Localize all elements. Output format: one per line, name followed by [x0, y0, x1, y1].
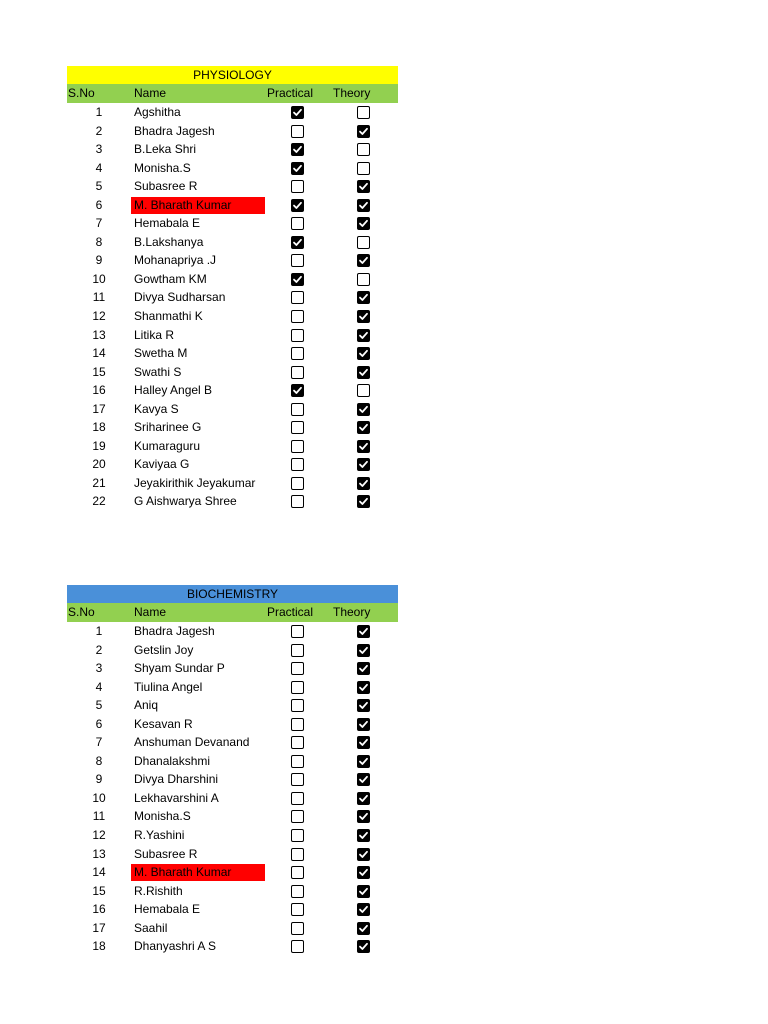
row-name: Monisha.S: [134, 160, 191, 175]
practical-checkbox[interactable]: [291, 347, 304, 360]
practical-checkbox[interactable]: [291, 477, 304, 490]
row-sno: 17: [92, 920, 106, 935]
row-name: Dhanalakshmi: [134, 753, 211, 768]
practical-checkbox[interactable]: [291, 162, 304, 175]
row-sno: 20: [92, 457, 106, 472]
physiology-header-row: [67, 84, 398, 103]
row-name: R.Yashini: [134, 828, 185, 843]
row-name: Getslin Joy: [134, 642, 194, 657]
row-name: Anshuman Devanand: [134, 735, 250, 750]
practical-checkbox[interactable]: [291, 829, 304, 842]
biochemistry-title: BIOCHEMISTRY: [67, 585, 398, 603]
table-row: [67, 455, 398, 474]
table-row: [67, 789, 398, 808]
table-row: [67, 678, 398, 697]
theory-checkbox[interactable]: [357, 199, 370, 212]
row-sno: 5: [95, 179, 103, 194]
row-sno: 6: [95, 716, 103, 731]
row-sno: 18: [92, 420, 106, 435]
table-row: [67, 214, 398, 233]
table-row: [67, 863, 398, 882]
row-name: Mohanapriya .J: [134, 253, 217, 268]
practical-checkbox[interactable]: [291, 106, 304, 119]
table-row: [67, 251, 398, 270]
table-row: [67, 492, 398, 511]
header-name: Name: [134, 605, 167, 619]
theory-checkbox[interactable]: [357, 106, 370, 119]
theory-checkbox[interactable]: [357, 384, 370, 397]
row-sno: 5: [95, 698, 103, 713]
table-row: [67, 900, 398, 919]
theory-checkbox[interactable]: [357, 143, 370, 156]
row-sno: 12: [92, 828, 106, 843]
row-name: Swathi S: [134, 364, 182, 379]
row-sno: 16: [92, 383, 106, 398]
theory-checkbox[interactable]: [357, 885, 370, 898]
practical-checkbox[interactable]: [291, 143, 304, 156]
theory-checkbox[interactable]: [357, 403, 370, 416]
theory-checkbox[interactable]: [357, 366, 370, 379]
physiology-rows: [67, 103, 398, 511]
theory-checkbox[interactable]: [357, 440, 370, 453]
practical-checkbox[interactable]: [291, 736, 304, 749]
table-row: [67, 270, 398, 289]
practical-checkbox[interactable]: [291, 440, 304, 453]
table-row: [67, 770, 398, 789]
practical-checkbox[interactable]: [291, 625, 304, 638]
theory-checkbox[interactable]: [357, 236, 370, 249]
table-row: [67, 937, 398, 956]
theory-checkbox[interactable]: [357, 699, 370, 712]
row-sno: 13: [92, 846, 106, 861]
header-theory: Theory: [333, 605, 371, 619]
table-row: [67, 919, 398, 938]
biochemistry-rows: [67, 622, 398, 956]
row-sno: 1: [95, 624, 103, 638]
row-name: Shyam Sundar P: [134, 661, 225, 676]
practical-checkbox[interactable]: [291, 384, 304, 397]
row-name: Subasree R: [134, 846, 198, 861]
row-sno: 14: [92, 346, 106, 361]
header-practical: Practical: [267, 86, 314, 100]
row-name: B.Leka Shri: [134, 142, 197, 157]
row-name: G Aishwarya Shree: [134, 494, 237, 509]
theory-checkbox[interactable]: [357, 625, 370, 638]
header-sno: S.No: [68, 605, 95, 619]
theory-checkbox[interactable]: [357, 291, 370, 304]
table-row: [67, 696, 398, 715]
row-sno: 19: [92, 438, 106, 453]
practical-checkbox[interactable]: [291, 885, 304, 898]
physiology-title: PHYSIOLOGY: [67, 66, 398, 84]
table-row: [67, 363, 398, 382]
row-sno: 18: [92, 939, 106, 954]
row-sno: 3: [95, 142, 103, 157]
practical-checkbox[interactable]: [291, 922, 304, 935]
row-sno: 16: [92, 902, 106, 917]
theory-checkbox[interactable]: [357, 254, 370, 267]
row-sno: 15: [92, 883, 106, 898]
practical-checkbox[interactable]: [291, 180, 304, 193]
theory-checkbox[interactable]: [357, 180, 370, 193]
row-sno: 11: [92, 290, 106, 305]
practical-checkbox[interactable]: [291, 403, 304, 416]
physiology-table: [67, 66, 398, 511]
row-sno: 22: [92, 494, 106, 509]
table-row: [67, 196, 398, 215]
table-row: [67, 882, 398, 901]
practical-checkbox[interactable]: [291, 217, 304, 230]
theory-checkbox[interactable]: [357, 458, 370, 471]
theory-checkbox[interactable]: [357, 329, 370, 342]
row-sno: 3: [95, 661, 103, 676]
theory-checkbox[interactable]: [357, 662, 370, 675]
table-row: [67, 326, 398, 345]
table-row: [67, 659, 398, 678]
row-sno: 11: [92, 809, 106, 824]
row-sno: 9: [95, 253, 103, 268]
theory-checkbox[interactable]: [357, 718, 370, 731]
row-name: Swetha M: [134, 346, 188, 361]
table-row: [67, 233, 398, 252]
table-row: [67, 752, 398, 771]
theory-checkbox[interactable]: [357, 347, 370, 360]
row-sno: 4: [95, 679, 103, 694]
table-row: [67, 177, 398, 196]
theory-checkbox[interactable]: [357, 773, 370, 786]
theory-checkbox[interactable]: [357, 829, 370, 842]
practical-checkbox[interactable]: [291, 125, 304, 138]
theory-checkbox[interactable]: [357, 644, 370, 657]
row-name: Subasree R: [134, 179, 198, 194]
table-row: [67, 845, 398, 864]
practical-checkbox[interactable]: [291, 366, 304, 379]
row-name: Saahil: [134, 920, 168, 935]
row-name: Gowtham KM: [134, 271, 207, 286]
row-sno: 17: [92, 401, 106, 416]
row-name: Kumaraguru: [134, 438, 201, 453]
row-name: Tiulina Angel: [134, 679, 203, 694]
theory-checkbox[interactable]: [357, 495, 370, 508]
practical-checkbox[interactable]: [291, 329, 304, 342]
theory-checkbox[interactable]: [357, 755, 370, 768]
table-row: [67, 122, 398, 141]
practical-checkbox[interactable]: [291, 273, 304, 286]
table-row: [67, 474, 398, 493]
biochemistry-header-row: [67, 603, 398, 622]
row-sno: 2: [95, 642, 103, 657]
row-sno: 6: [95, 197, 103, 212]
theory-checkbox[interactable]: [357, 810, 370, 823]
theory-checkbox[interactable]: [357, 421, 370, 434]
row-name: Sriharinee G: [134, 420, 202, 435]
row-name: B.Lakshanya: [134, 234, 204, 249]
table-row: [67, 103, 398, 122]
row-name: Divya Dharshini: [134, 772, 219, 787]
practical-checkbox[interactable]: [291, 421, 304, 434]
header-sno: S.No: [68, 86, 95, 100]
row-name: Hemabala E: [134, 216, 201, 231]
row-name: Kavya S: [134, 401, 179, 416]
theory-checkbox[interactable]: [357, 922, 370, 935]
biochemistry-table: [67, 585, 398, 956]
theory-checkbox[interactable]: [357, 940, 370, 953]
theory-checkbox[interactable]: [357, 217, 370, 230]
theory-checkbox[interactable]: [357, 273, 370, 286]
row-name: Dhanyashri A S: [134, 939, 217, 954]
row-name: Jeyakirithik Jeyakumar: [134, 475, 256, 490]
theory-checkbox[interactable]: [357, 848, 370, 861]
theory-checkbox[interactable]: [357, 310, 370, 323]
row-sno: 4: [95, 160, 103, 175]
theory-checkbox[interactable]: [357, 866, 370, 879]
row-sno: 14: [92, 865, 106, 880]
table-row: [67, 159, 398, 178]
table-row: [67, 344, 398, 363]
row-name: M. Bharath Kumar: [131, 864, 265, 881]
row-name: Litika R: [134, 327, 175, 342]
row-name: Hemabala E: [134, 902, 201, 917]
row-name: Bhadra Jagesh: [134, 123, 215, 138]
table-row: [67, 381, 398, 400]
table-row: [67, 400, 398, 419]
practical-checkbox[interactable]: [291, 681, 304, 694]
row-name: M. Bharath Kumar: [131, 197, 265, 214]
row-name: Kaviyaa G: [134, 457, 190, 472]
row-name: Lekhavarshini A: [134, 790, 219, 805]
practical-checkbox[interactable]: [291, 810, 304, 823]
theory-checkbox[interactable]: [357, 125, 370, 138]
row-name: Bhadra Jagesh: [134, 624, 215, 638]
row-name: Aniq: [134, 698, 159, 713]
row-sno: 7: [95, 216, 103, 231]
practical-checkbox[interactable]: [291, 903, 304, 916]
row-sno: 15: [92, 364, 106, 379]
row-sno: 21: [92, 475, 106, 490]
table-row: [67, 140, 398, 159]
row-sno: 1: [95, 105, 103, 119]
practical-checkbox[interactable]: [291, 495, 304, 508]
row-sno: 12: [92, 309, 106, 324]
theory-checkbox[interactable]: [357, 903, 370, 916]
practical-checkbox[interactable]: [291, 291, 304, 304]
header-practical: Practical: [267, 605, 314, 619]
row-name: Agshitha: [134, 105, 181, 119]
practical-checkbox[interactable]: [291, 236, 304, 249]
table-row: [67, 437, 398, 456]
table-row: [67, 641, 398, 660]
practical-checkbox[interactable]: [291, 458, 304, 471]
practical-checkbox[interactable]: [291, 254, 304, 267]
row-sno: 10: [92, 790, 106, 805]
row-sno: 9: [95, 772, 103, 787]
theory-checkbox[interactable]: [357, 477, 370, 490]
table-row: [67, 715, 398, 734]
practical-checkbox[interactable]: [291, 310, 304, 323]
practical-checkbox[interactable]: [291, 755, 304, 768]
practical-checkbox[interactable]: [291, 199, 304, 212]
table-row: [67, 288, 398, 307]
practical-checkbox[interactable]: [291, 848, 304, 861]
row-name: Divya Sudharsan: [134, 290, 226, 305]
practical-checkbox[interactable]: [291, 792, 304, 805]
row-sno: 8: [95, 753, 103, 768]
theory-checkbox[interactable]: [357, 162, 370, 175]
row-name: Halley Angel B: [134, 383, 213, 398]
practical-checkbox[interactable]: [291, 662, 304, 675]
row-name: Monisha.S: [134, 809, 191, 824]
header-name: Name: [134, 86, 167, 100]
table-row: [67, 307, 398, 326]
practical-checkbox[interactable]: [291, 866, 304, 879]
table-row: [67, 733, 398, 752]
practical-checkbox[interactable]: [291, 644, 304, 657]
table-row: [67, 807, 398, 826]
practical-checkbox[interactable]: [291, 773, 304, 786]
row-name: Shanmathi K: [134, 309, 203, 324]
table-row: [67, 826, 398, 845]
theory-checkbox[interactable]: [357, 736, 370, 749]
row-name: Kesavan R: [134, 716, 193, 731]
table-row: [67, 418, 398, 437]
practical-checkbox[interactable]: [291, 699, 304, 712]
header-theory: Theory: [333, 86, 371, 100]
theory-checkbox[interactable]: [357, 681, 370, 694]
row-sno: 8: [95, 234, 103, 249]
row-sno: 10: [92, 271, 106, 286]
row-sno: 2: [95, 123, 103, 138]
table-row: [67, 622, 398, 641]
practical-checkbox[interactable]: [291, 718, 304, 731]
row-name: R.Rishith: [134, 883, 183, 898]
row-sno: 7: [95, 735, 103, 750]
practical-checkbox[interactable]: [291, 940, 304, 953]
row-sno: 13: [92, 327, 106, 342]
theory-checkbox[interactable]: [357, 792, 370, 805]
